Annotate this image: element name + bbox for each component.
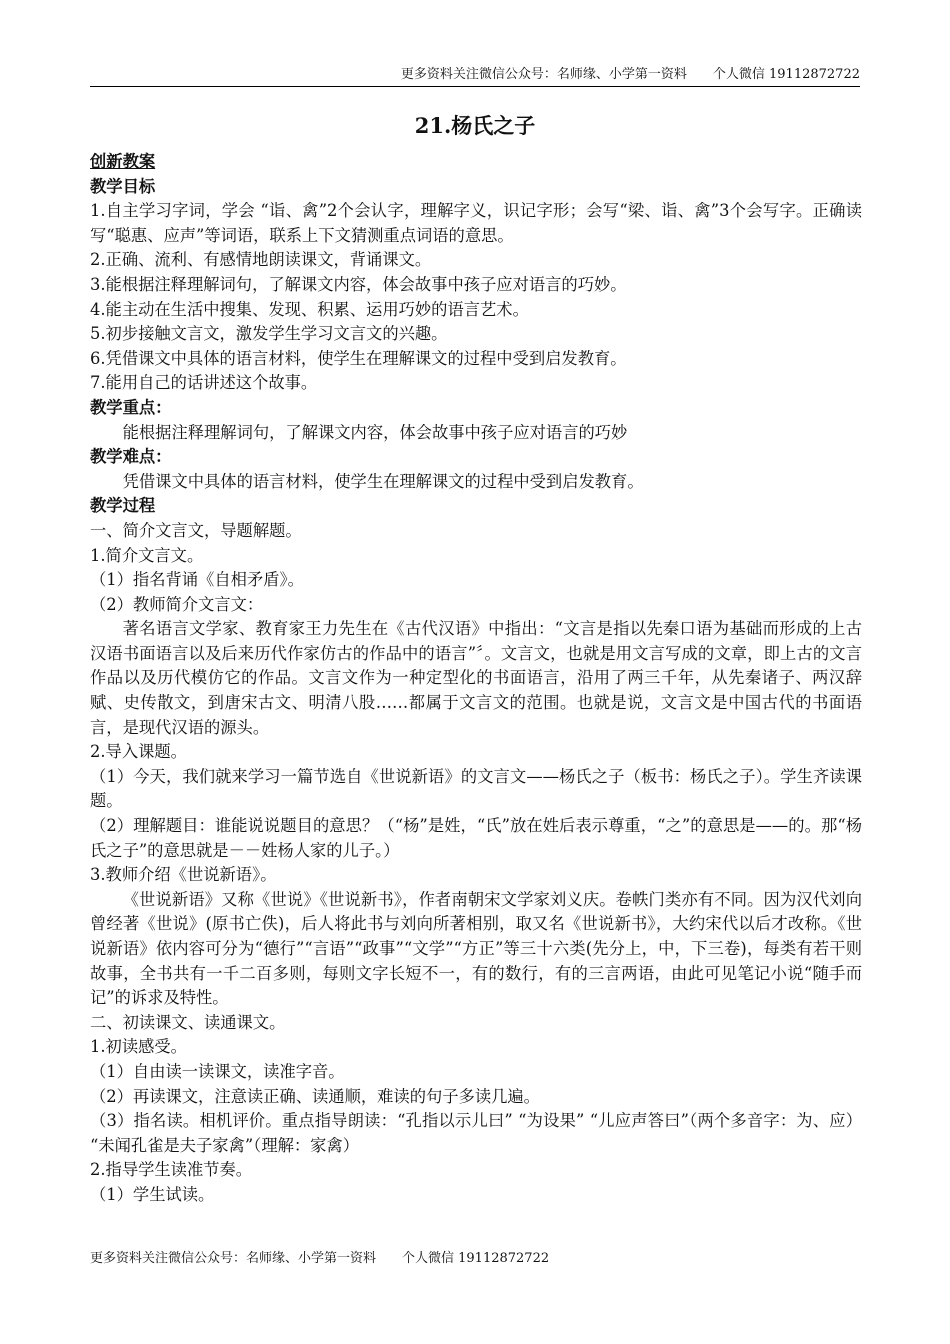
page-title: 21.杨氏之子 [414, 113, 536, 138]
header-text: 更多资料关注微信公众号：名师缘、小学第一资料 个人微信 19112872722 [400, 67, 860, 82]
paragraph: 1.初读感受。 [90, 1037, 187, 1057]
paragraph: 7.能用自己的话讲述这个故事。 [90, 373, 318, 393]
document-body [90, 150, 862, 1208]
page-header [90, 66, 860, 87]
paragraph: 2.指导学生读准节奏。 [90, 1160, 253, 1180]
paragraph: 2.正确、流利、有感情地朗读课文，背诵课文。 [90, 250, 432, 270]
paragraph: 教学难点： [90, 447, 172, 467]
paragraph: 4.能主动在生活中搜集、发现、积累、运用巧妙的语言艺术。 [90, 299, 529, 319]
paragraph: 凭借课文中具体的语言材料，使学生在理解课文的过程中受到启发教育。 [122, 471, 644, 491]
paragraph: （1）自由读一读课文，读准字音。 [90, 1061, 345, 1081]
paragraph: （2）再读课文，注意读正确、读通顺，难读的句子多读几遍。 [90, 1086, 540, 1106]
paragraph: 创新教案 [90, 152, 156, 171]
paragraph: 1.自主学习字词，学会 “诣、禽”2个会认字，理解字义，识记字形；会写“梁、诣、禽”3个会写字。正确读写“聪惠、应声”等词语，联系上下文猜测重点词语的意思。 [90, 201, 862, 245]
page-footer: 更多资料关注微信公众号：名师缘、小学第一资料 个人微信 19112872722 [90, 1251, 550, 1266]
paragraph: 教学重点： [90, 397, 172, 417]
paragraph: 二、初读课文、读通课文。 [90, 1012, 286, 1032]
paragraph: 著名语言文学家、教育家王力先生在《古代汉语》中指出：“文言是指以先秦口语为基础而形成的上古汉语书面语言以及后来历代作家仿古的作品中的语言”〞。文言文，也就是用文言写成的文章，即上古的文言作品以及历代模仿它的作品。文言文作为一种定型化的书面语言，沿用了两三千年，从先秦诸子、两汉辞赋、史传散文，到唐宋古文、明清八股……都属于文言文的范围。也就是说，文言文是中国古代的书面语言，是现代汉语的源头。 [90, 619, 862, 737]
paragraph: （1）学生试读。 [90, 1184, 215, 1204]
paragraph: 一、简介文言文，导题解题。 [90, 520, 302, 540]
paragraph: 教学目标 [90, 176, 156, 196]
paragraph: （2）教师简介文言文： [90, 594, 264, 614]
paragraph: （2）理解题目：谁能说说题目的意思？（“杨”是姓，“氏”放在姓后表示尊重，“之”的意思是——的。那“杨氏之子”的意思就是－－姓杨人家的儿子。） [90, 816, 862, 860]
paragraph: 教学过程 [90, 496, 156, 516]
paragraph: （3）指名读。相机评价。重点指导朗读：“孔指以示儿曰” “为设果” “儿应声答曰”（两个多音字：为、应） “未闻孔雀是夫子家禽”（理解：家禽） [90, 1111, 862, 1155]
paragraph: 6.凭借课文中具体的语言材料，使学生在理解课文的过程中受到启发教育。 [90, 348, 627, 368]
paragraph: 2.导入课题。 [90, 742, 187, 762]
paragraph: （1）指名背诵《自相矛盾》。 [90, 570, 304, 590]
paragraph: 《世说新语》又称《世说》《世说新书》，作者南朝宋文学家刘义庆。卷帙门类亦有不同。因为汉代刘向曾经著《世说》(原书亡佚)，后人将此书与刘向所著相别，取又名《世说新书》，大约宋代以后才改称。《世说新语》依内容可分为“德行”“言语”“政事”“文学”“方正”等三十六类(先分上，中，下三卷)，每类有若干则故事，全书共有一千二百多则，每则文字长短不一，有的数行，有的三言两语，由此可见笔记小说“随手而记”的诉求及特性。 [90, 889, 862, 1008]
paragraph: 1.简介文言文。 [90, 545, 204, 565]
paragraph: 3.教师介绍《世说新语》。 [90, 865, 277, 885]
paragraph: （1）今天，我们就来学习一篇节选自《世说新语》的文言文——杨氏之子（板书：杨氏之子）。学生齐读课题。 [90, 766, 862, 811]
paragraph: 能根据注释理解词句，了解课文内容，体会故事中孩子应对语言的巧妙 [122, 422, 628, 442]
paragraph: 5.初步接触文言文，激发学生学习文言文的兴趣。 [90, 324, 448, 344]
paragraph: 3.能根据注释理解词句，了解课文内容，体会故事中孩子应对语言的巧妙。 [90, 274, 627, 294]
